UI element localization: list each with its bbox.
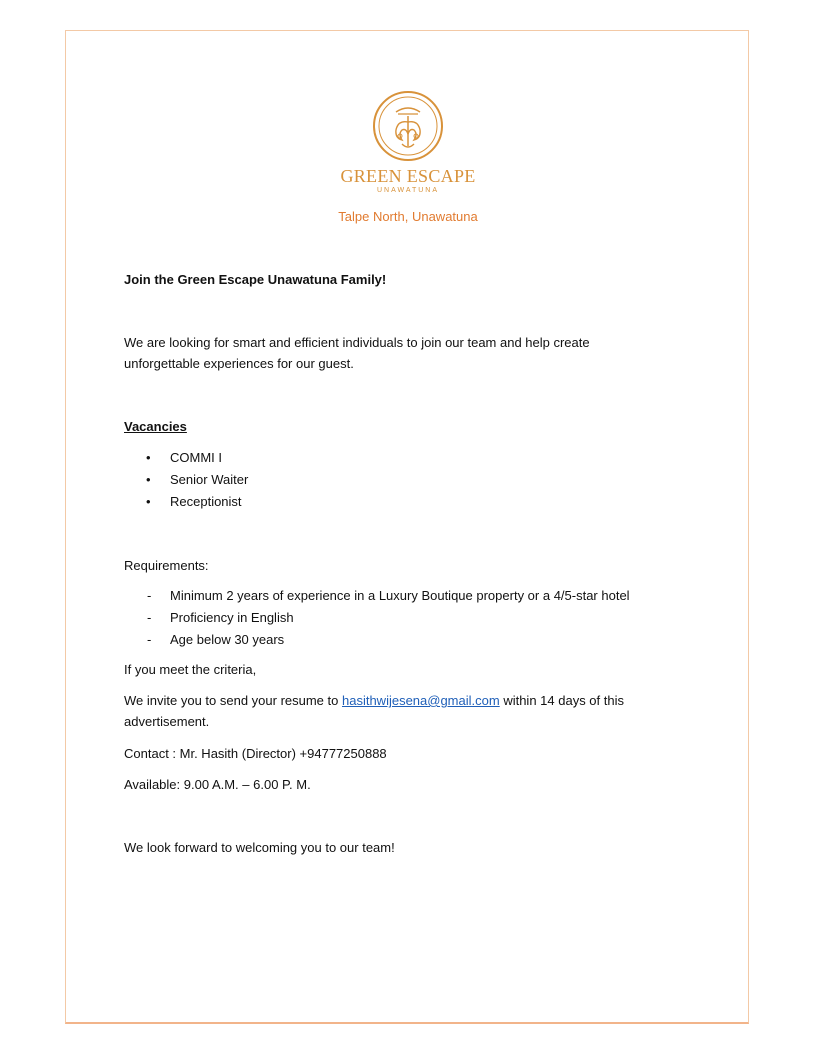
list-item: - Age below 30 years <box>124 629 630 651</box>
heading: Join the Green Escape Unawatuna Family! <box>124 272 387 287</box>
list-item: - Proficiency in English <box>124 607 630 629</box>
list-item: • Receptionist <box>124 491 248 513</box>
invite-line-2: advertisement. <box>124 714 210 729</box>
list-item: - Minimum 2 years of experience in a Luxury Boutique property or a 4/5-star hotel <box>124 585 630 607</box>
list-item: • Senior Waiter <box>124 469 248 491</box>
intro-line-1: We are looking for smart and efficient individuals to join our team and help create <box>124 335 590 350</box>
intro-line-2: unforgettable experiences for our guest. <box>124 356 354 371</box>
vacancies-title: Vacancies <box>124 419 187 434</box>
contact-text: Contact : Mr. Hasith (Director) +94777250888 <box>124 746 387 761</box>
invite-suffix: within 14 days of this <box>499 693 624 708</box>
brand-name: GREEN ESCAPE <box>340 166 476 186</box>
brand-subtitle: UNAWATUNA <box>376 187 440 194</box>
requirements-list <box>124 585 630 651</box>
invite-line-1 <box>124 690 624 711</box>
green-escape-emblem-icon <box>372 90 444 162</box>
availability-text: Available: 9.00 A.M. – 6.00 P. M. <box>124 777 311 792</box>
invite-prefix: We invite you to send your resume to <box>124 693 342 708</box>
closing-text: We look forward to welcoming you to our team! <box>124 840 395 855</box>
criteria-text: If you meet the criteria, <box>124 662 257 677</box>
requirements-title: Requirements: <box>124 558 209 573</box>
address: Talpe North, Unawatuna <box>338 209 478 224</box>
list-item: • COMMI I <box>124 447 248 469</box>
email-link[interactable]: hasithwijesena@gmail.com <box>341 693 500 708</box>
vacancies-list <box>124 447 248 513</box>
